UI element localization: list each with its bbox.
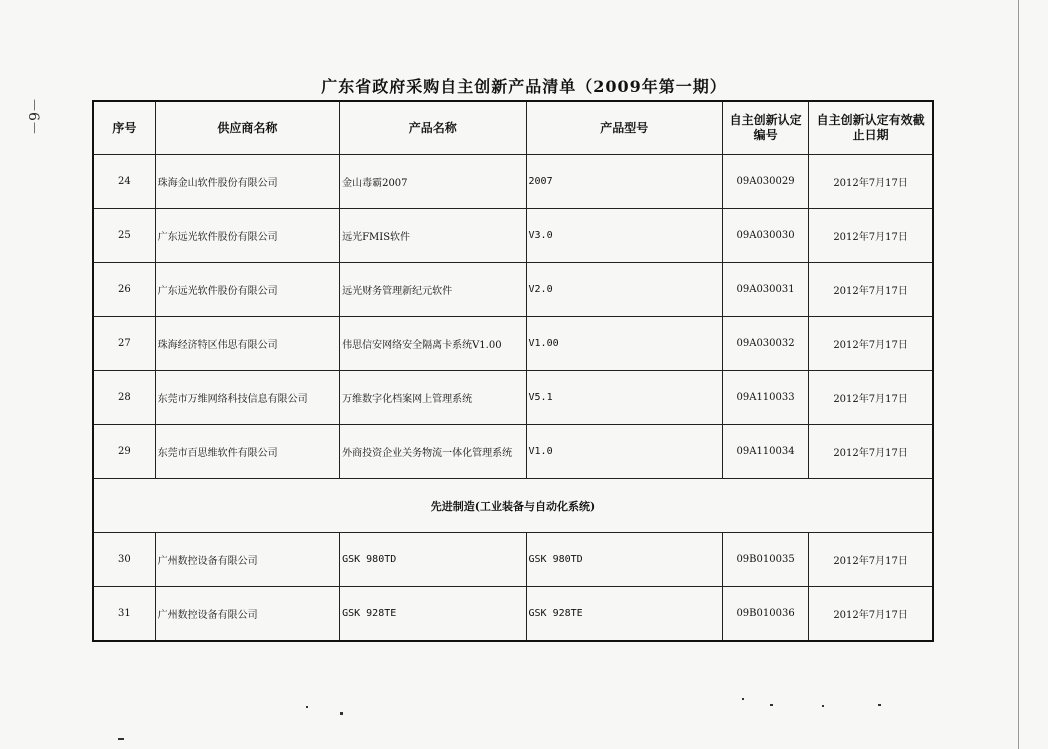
cell-model: V2.0 [526, 263, 722, 317]
table-row [93, 317, 933, 371]
scan-speck [306, 706, 308, 708]
header-supplier: 供应商名称 [155, 101, 339, 155]
table-row [93, 209, 933, 263]
cell-valid-until: 2012年7月17日 [809, 533, 933, 587]
cell-product: 伟思信安网络安全隔离卡系统V1.00 [340, 317, 526, 371]
cell-supplier: 东莞市百思维软件有限公司 [155, 425, 339, 479]
cell-model: V3.0 [526, 209, 722, 263]
cell-supplier: 广东远光软件股份有限公司 [155, 209, 339, 263]
cell-valid-until: 2012年7月17日 [809, 371, 933, 425]
scan-speck [742, 698, 744, 700]
cell-product: 金山毒霸2007 [340, 155, 526, 209]
header-model: 产品型号 [526, 101, 722, 155]
table-row [93, 371, 933, 425]
cell-valid-until: 2012年7月17日 [809, 587, 933, 642]
cell-product: 外商投资企业关务物流一体化管理系统 [340, 425, 526, 479]
page-number: －6－ [25, 98, 41, 135]
scan-speck [340, 712, 343, 715]
scan-speck [118, 738, 124, 740]
cell-cert-no: 09A110034 [722, 425, 808, 479]
section-row [93, 479, 933, 533]
scan-speck [878, 704, 881, 706]
cell-cert-no: 09A030030 [722, 209, 808, 263]
cell-supplier: 珠海金山软件股份有限公司 [155, 155, 339, 209]
cell-supplier: 广州数控设备有限公司 [155, 533, 339, 587]
cell-seq: 26 [93, 263, 155, 317]
cell-product: 远光财务管理新纪元软件 [340, 263, 526, 317]
cell-valid-until: 2012年7月17日 [809, 155, 933, 209]
table-row [93, 587, 933, 642]
cell-seq: 25 [93, 209, 155, 263]
product-list-table [92, 100, 934, 642]
header-product: 产品名称 [340, 101, 526, 155]
cell-seq: 28 [93, 371, 155, 425]
cell-cert-no: 09A110033 [722, 371, 808, 425]
scan-edge-line [1018, 0, 1019, 749]
cell-model: 2007 [526, 155, 722, 209]
cell-cert-no: 09B010035 [722, 533, 808, 587]
table-row [93, 155, 933, 209]
cell-product: GSK 928TE [340, 587, 526, 642]
cell-seq: 30 [93, 533, 155, 587]
cell-product: 远光FMIS软件 [340, 209, 526, 263]
cell-supplier: 珠海经济特区伟思有限公司 [155, 317, 339, 371]
cell-model: V1.0 [526, 425, 722, 479]
cell-cert-no: 09A030032 [722, 317, 808, 371]
cell-model: V1.00 [526, 317, 722, 371]
table-row [93, 533, 933, 587]
cell-seq: 27 [93, 317, 155, 371]
cell-cert-no: 09A030029 [722, 155, 808, 209]
cell-model: GSK 928TE [526, 587, 722, 642]
table-row [93, 263, 933, 317]
cell-cert-no: 09B010036 [722, 587, 808, 642]
cell-model: V5.1 [526, 371, 722, 425]
cell-product: GSK 980TD [340, 533, 526, 587]
cell-valid-until: 2012年7月17日 [809, 425, 933, 479]
cell-cert-no: 09A030031 [722, 263, 808, 317]
cell-valid-until: 2012年7月17日 [809, 263, 933, 317]
cell-seq: 29 [93, 425, 155, 479]
cell-model: GSK 980TD [526, 533, 722, 587]
header-valid-until: 自主创新认定有效截止日期 [809, 101, 933, 155]
cell-valid-until: 2012年7月17日 [809, 317, 933, 371]
cell-valid-until: 2012年7月17日 [809, 209, 933, 263]
scan-speck [822, 705, 824, 707]
cell-seq: 24 [93, 155, 155, 209]
cell-supplier: 东莞市万维网络科技信息有限公司 [155, 371, 339, 425]
table-row [93, 425, 933, 479]
section-heading: 先进制造(工业装备与自动化系统) [93, 479, 933, 533]
cell-product: 万维数字化档案网上管理系统 [340, 371, 526, 425]
cell-seq: 31 [93, 587, 155, 642]
scan-speck [770, 704, 773, 706]
cell-supplier: 广州数控设备有限公司 [155, 587, 339, 642]
header-seq: 序号 [93, 101, 155, 155]
header-cert-no: 自主创新认定编号 [722, 101, 808, 155]
header-row [93, 101, 933, 155]
page-title: 广东省政府采购自主创新产品清单（2009年第一期） [321, 77, 727, 96]
cell-supplier: 广东远光软件股份有限公司 [155, 263, 339, 317]
